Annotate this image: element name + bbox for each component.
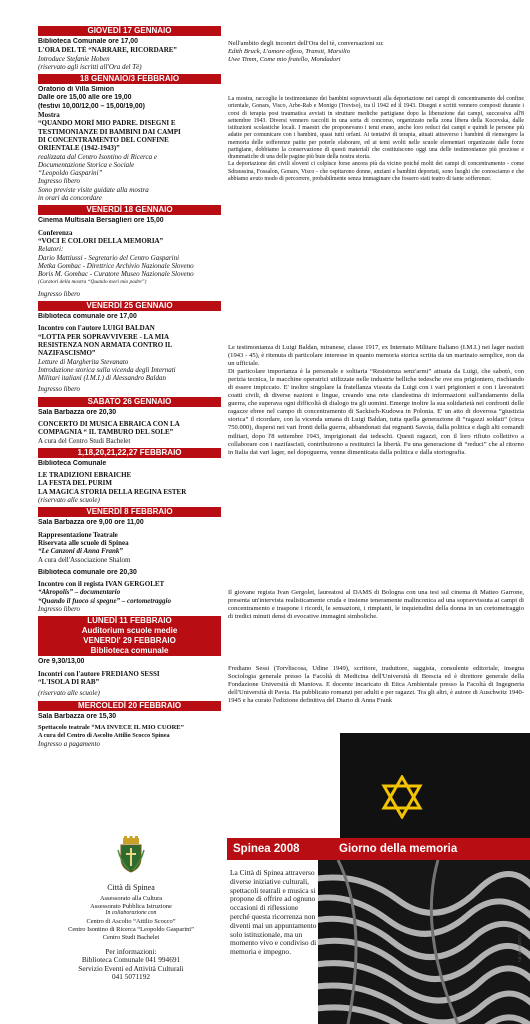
credit-line: In collaborazione con [105, 910, 157, 917]
credit-line: Centro Isontino di Ricerca “Leopoldo Gasparini” [68, 925, 194, 933]
event-entry: Ingresso a pagamento [38, 740, 100, 749]
paragraph: Le testimonianza di Luigi Baldan, miranese, classe 1917, ex Internato Militare Italiano (I.M.I.) nei lager nazisti (1943 - 45), è ritenuta di particolare interesse in quanto memoria storica scritta da un marinaio semplice, non da un ufficiale. [228, 344, 524, 368]
credit-line: Assessorato Pubblica Istruzione [90, 902, 172, 910]
event-17-gennaio [38, 26, 221, 71]
event-hours: Dalle ore 15,00 alle ore 19,00 [38, 94, 132, 102]
event-credit: A cura dell'Associazione Shalom [38, 555, 131, 564]
sessi-description [228, 665, 524, 705]
event-title: “Akropolis” – documentario [38, 588, 121, 597]
event-credit: Militari italiani (I.M.I.) di Alessandro Baldan [38, 374, 166, 383]
banner-year: Spinea 2008 [233, 843, 300, 855]
event-speakers-label: Relatori: [38, 245, 64, 254]
event-title: “QUANDO MORÌ MIO PADRE. DISEGNI E [38, 119, 176, 128]
event-date-header: SABATO 26 GENNAIO [38, 397, 221, 407]
credit-line: Assessorato alla Cultura [99, 894, 163, 902]
event-sessi [38, 616, 221, 697]
event-venue-header: Biblioteca comunale [38, 646, 221, 656]
event-entry: Ingresso libero [38, 177, 81, 186]
event-title: TESTIMONIANZE DI BAMBINI DAI CAMPI [38, 127, 181, 136]
event-place: Biblioteca comunale ore 17,00 [38, 313, 137, 321]
event-place: Sala Barbazza ore 15,30 [38, 712, 117, 720]
event-date-header: 1,18,20,21,22,27 FEBBRAIO [38, 448, 221, 458]
event-title: “Quando il fuoco si spegne” – cortometraggio [38, 596, 172, 605]
event-26-gennaio [38, 397, 221, 445]
paragraph: La mostra, raccoglie le testimonianze dei bambini sopravvissuti alla deportazione nei campi di concentramento del confine orientale, Gonars, Visco, Arbe-Rab e Monigo (Treviso), tra il 1942 ed il 1943. Disegni e scritti vennero composti durante i corsi di terapia post traumatica avviati in strutture mediche partigiane dopo la liberazione dai campi, successiva all'8 settembre 1943. Diversi vennero raccolti in una sorta di concorso, organizzato nella zona libera della Kocevska, dalle istituzioni scolastiche locali. I maestri che proponevano i temi erano, anche loro reduci dai campi e quindi le persone più adatte per comunicare con i bambini, quasi tutti orfani. Ai tentativi di terapia, attuati attraverso i bambini di riemergere la memoria delle sofferenze patite per poterle elaborare, ed ai temi svolti nelle scuole elementari organizzate dalle forze partigiane, dobbiamo la conservazione di questi materiali che costituiscono oggi una delle testimonianze più preziose e drammatiche di una delle pagine più buie della nostra storia. [228, 96, 524, 160]
mostra-description [228, 96, 524, 183]
event-title: RESISTENZA NON ARMATA CONTRO IL [38, 340, 173, 349]
event-credit: “Leopoldo Gasparini” [38, 169, 103, 178]
event-20-febbraio [38, 701, 221, 749]
event-title: LA FESTA DEL PURIM [38, 479, 112, 488]
event-title: “Le Canzoni di Anna Frank” [38, 547, 123, 556]
event-8-febbraio [38, 507, 221, 613]
event-place: Biblioteca Comunale ore 17,00 [38, 38, 138, 45]
event-speaker: Dario Mattiussi - Segretario del Centro Gasparini [38, 253, 180, 262]
event-hours-holiday: (festivi 10,00/12,00 – 15,00/19,00) [38, 102, 145, 110]
event-type: Incontri con l'autore FREDIANO SESSI [38, 669, 160, 678]
event-note: (Curatori della mostra “Quando morì mio padre”) [38, 279, 147, 286]
star-of-david-icon [380, 775, 424, 819]
event-date-header: 18 GENNAIO/3 FEBBRAIO [38, 74, 221, 84]
event-intro: Introduce Stefanie Hoben [38, 54, 110, 63]
event-speaker: Boris M. Gombac - Curatore Museo Nazionale Sloveno [38, 270, 194, 279]
event-febbraio-purim [38, 448, 221, 504]
event-mostra [38, 74, 221, 202]
event-audience: Riservata alle scuole di Spinea [38, 538, 129, 547]
note-line: Nell'ambito degli incontri dell'Ora del tè, conversazioni su: [228, 40, 384, 47]
event-credit: Letture di Margherita Stevanato [38, 357, 129, 366]
paragraph: Di particolare importanza è la personale e solitaria “Resistenza senz'armi” attuata da Luigi, che sabotò, con perizia tecnica, le macchine operatrici utilizzate nelle industrie belliche tedesche ove era prigioniero, rischiando di essere impiccato. E' inoltre singolare la fratellanza vissuta da Luigi con i vari prigionieri e con i lavoratori coatti civili, di diverse nazioni e lingue, creando una rete clandestina di informazioni sull'andamento della guerra, che superava ogni difficoltà di dialogo tra gli uomini. Emerge inoltre la sua solidarietà nei confronti delle ragazze ebree nel campo di concentramento di Sackisch-Kudowa in Polonia. E' un atto di doverosa “giustizia storica” il ricordare, con la vicenda umana di Luigi Baldan, tutta quella generazione di “ragazzi soldati” (circa 750.000), dispersi nei vari fronti della guerra, abbandonati dai regnanti Savoia, dalla politica e dagli alti comandi militari, dopo l'8 settembre 1943, imprigionati dai tedeschi. Questi ragazzi, con il loro rifiuto collettivo a collaborare con i nazifascisti, contribuirono a restituirci la libertà. Fu una generazione di “reduci” che al ritorno in Italia dai vari lager, nel dopoguerra, venne dimenticata dalla politica e dalla storiografia. [228, 368, 524, 456]
event-place: Biblioteca comunale ore 20,30 [38, 568, 137, 576]
event-title: NAZIFASCISMO” [38, 349, 96, 358]
credit-line: Centro Studi Bachelet [102, 933, 160, 941]
event-type: Mostra [38, 111, 60, 120]
memorial-panel [340, 733, 530, 838]
event-title: DI CONCENTRAMENTO DEL CONFINE [38, 135, 169, 144]
baldan-description [228, 344, 524, 457]
event-place: Cinema Multisala Bersaglieri ore 15,00 [38, 217, 164, 225]
event-date-header: VENERDÌ 8 FEBBRAIO [38, 507, 221, 517]
paragraph: Frediano Sessi (Torvliscosa, Udine 1949), scrittore, traduttore, saggista, consulente editoriale, insegna Sociologia generale presso la Facoltà di Medicina dell'Università di Brescia ed è direttore generale della Fondazione Università di Mantova. E docente incaricato di Etica Ambientale presso la Facoltà di Ingegneria dell'Università di Pavia. Ha pubblicato romanzi per adulti e per ragazzi. Tra gli altri, è autore di Auschwitz 1940-1945 e ha curato l'edizione definitiva del Diario di Anna Frank [228, 665, 524, 705]
event-note: (riservato agli iscritti all'Ora del Tè) [38, 62, 142, 71]
event-note: in orari da concordare [38, 194, 102, 203]
event-entry: Ingresso libero [38, 385, 81, 394]
event-credit: A cura del Centro Studi Bachelet [38, 436, 131, 445]
event-place: Sala Barbazza ore 20,30 [38, 408, 117, 416]
event-note: (riservato alle scuole) [38, 496, 100, 505]
closing-statement: La Città di Spinea attraverso diverse iniziative culturali, spettacoli teatrali e musica si propone di offrire ad ognuno occasioni di riflessione perché questa ricorrenza non diventi mai un appuntamento solo istituzionale, ma un momento vivo e condiviso di memoria e impegno. [230, 868, 317, 957]
event-entry: Ingresso libero [38, 289, 81, 298]
event-25-gennaio [38, 301, 221, 394]
event-type: Conferenza [38, 228, 73, 237]
note-line: Uwe Timm, Come mio fratello, Mondadori [228, 56, 341, 63]
paragraph: Il giovane regista Ivan Gergolet, laureatosi al DAMS di Bologna con una tesi sul cinema di Matteo Garrone, presenta un'intervista realisticamente cruda e insieme teneramente malinconica ad una sopravvissuta ai campi di concentramento e traspone i ricordi, le sensazioni, i rimpianti, le inquietudini della donna in un cortometraggio di tredici minuti densi di evocative immagini simboliche. [228, 589, 524, 621]
event-entry: Ingresso libero [38, 605, 81, 614]
event-date-header: GIOVEDÌ 17 GENNAIO [38, 26, 221, 36]
event-place: Sala Barbazza ore 9,00 ore 11,00 [38, 519, 144, 527]
event-title: Spettacolo teatrale “MA INVECE IL MIO CUORE” [38, 723, 184, 731]
gergolet-description [228, 589, 524, 621]
event-hours: Ore 9,30/13,00 [38, 658, 85, 666]
event-credit: Introduzione storica sulla vicenda degli Internati [38, 365, 176, 374]
event-18-gennaio [38, 205, 221, 298]
event-credit: A cura del Centro di Ascolto Attilio Scocco Spinea [38, 732, 170, 740]
event-title: “L'ISOLA DI RAB” [38, 677, 100, 686]
event-place: Oratorio di Villa Simion [38, 86, 115, 94]
info-line: Servizio Eventi ed Attività Culturali [78, 964, 184, 973]
event-title: ORIENTALE (1942-1943)” [38, 144, 120, 153]
credit-line: Centro di Ascolto “Attilio Scocco” [86, 918, 176, 926]
event-date-header: MERCOLEDÌ 20 FEBBRAIO [38, 701, 221, 711]
event-title: LE TRADIZIONI EBRAICHE [38, 471, 132, 480]
paragraph: La deportazione dei civili sloveni ci colpisce forse ancora più da vicino poiché molti dei campi di concentramento - come Sdraussina, Fossalon, Gonars, Visco - che ospitarono donne, anziani e bambini deportati, sono luoghi che conosciamo e che abbiamo avuto modo di percorrere, probabilmente senza immaginare che fossero stati teatro di tante sofferenze. [228, 161, 524, 182]
camp-uniform-photo [318, 860, 530, 1024]
event-title: L'ORA DEL TÈ “NARRARE, RICORDARE” [38, 46, 177, 55]
note-line: Edith Bruck, L'amore offeso, Transit, Marsilio [228, 48, 351, 55]
print-code: GR-Spi-0418073 [517, 934, 522, 962]
event-note: Sono previste visite guidate alla mostra [38, 185, 149, 194]
event-credit: realizzata dal Centro Isontino di Ricerca e [38, 152, 157, 161]
city-crest-icon [117, 836, 145, 874]
events-column [38, 26, 221, 752]
banner-title: Giorno della memoria [339, 843, 458, 855]
city-credits [38, 836, 224, 982]
info-line: 041 5071192 [111, 973, 151, 982]
event-place: Biblioteca Comunale [38, 459, 107, 467]
event-date-header: VENERDI' 29 FEBBRAIO [38, 636, 221, 646]
event-date-header: VENERDÌ 18 GENNAIO [38, 205, 221, 215]
event-venue-header: Auditorium scuole medie [38, 626, 221, 636]
event-title: COMPAGNIA “ IL TAMBURO DEL SOLE” [38, 428, 174, 437]
event-date-header: VENERDÌ 25 GENNAIO [38, 301, 221, 311]
info-title: Per informazioni: [105, 947, 157, 956]
event-credit: Documentazione Storica e Sociale [38, 160, 135, 169]
event-date-header: LUNEDÌ 11 FEBBRAIO [38, 616, 221, 626]
event-title: “LOTTA PER SOPRAVVIVERE - LA MIA [38, 332, 170, 341]
city-name: Città di Spinea [107, 882, 155, 892]
event-note: (riservato alle scuole) [38, 689, 100, 698]
event-type: Incontro con il regista IVAN GERGOLET [38, 580, 165, 589]
event-title: CONCERTO DI MUSICA EBRAICA CON LA [38, 419, 180, 428]
event-title: LA MAGICA STORIA DELLA REGINA ESTER [38, 487, 187, 496]
event-type: Incontro con l'autore LUIGI BALDAN [38, 324, 155, 333]
ora-del-te-note [228, 40, 524, 64]
info-line: Biblioteca Comunale 041 994691 [81, 956, 181, 965]
memorial-banner [227, 838, 530, 860]
event-speaker: Metka Gombac - Direttrice Archivio Nazionale Sloveno [38, 261, 194, 270]
event-title: “VOCI E COLORI DELLA MEMORIA” [38, 236, 164, 245]
event-type: Rappresentazione Teatrale [38, 530, 118, 539]
